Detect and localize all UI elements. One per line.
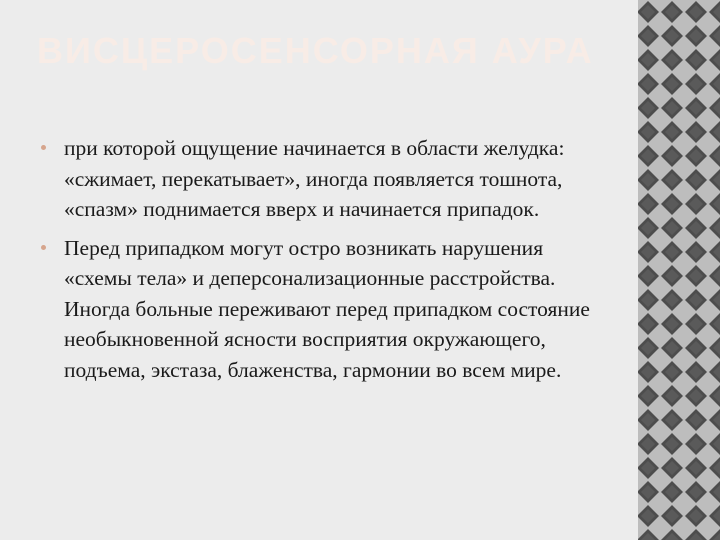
bullet-text: при которой ощущение начинается в области желудка: «сжимает, перекатывает», иногда появляется тошнота, «спазм» поднимается вверх и начинается припадок. [64, 136, 565, 221]
bullet-item [40, 233, 600, 386]
bullet-item [40, 133, 600, 225]
slide-title: ВИСЦЕРОСЕНСОРНАЯ АУРА [37, 30, 594, 71]
bullet-dot-icon [41, 145, 46, 150]
bullet-list [40, 133, 600, 393]
decorative-pattern-strip [638, 0, 720, 540]
diamond-pattern-icon [638, 0, 720, 540]
bullet-dot-icon [41, 245, 46, 250]
bullet-text: Перед припадком могут остро возникать нарушения «схемы тела» и деперсонализационные расстройства. Иногда больные переживают перед припадком состояние необыкновенной ясности восприятия окружающего, подъема, экстаза, блаженства, гармонии во всем мире. [64, 235, 590, 382]
